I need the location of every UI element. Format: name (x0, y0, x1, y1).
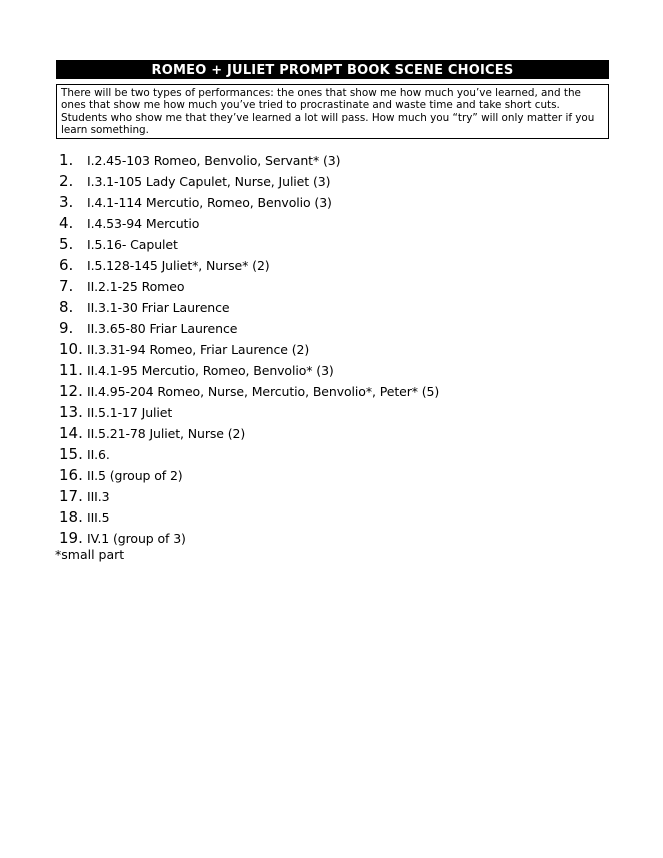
page-title: ROMEO + JULIET PROMPT BOOK SCENE CHOICES (56, 60, 609, 79)
list-item (56, 423, 609, 444)
list-item (56, 360, 609, 381)
list-item-text: I.5.16- Capulet (87, 237, 178, 253)
list-item-text: III.3 (87, 489, 110, 505)
list-item-text: I.3.1-105 Lady Capulet, Nurse, Juliet (3) (87, 174, 331, 190)
list-item-text: III.5 (87, 510, 110, 526)
list-item-number: 6. (59, 256, 74, 275)
list-item-text: I.5.128-145 Juliet*, Nurse* (2) (87, 258, 270, 274)
list-item-number: 18. (59, 508, 83, 527)
list-item-text: II.3.1-30 Friar Laurence (87, 300, 230, 316)
list-item (56, 213, 609, 234)
list-item-number: 3. (59, 193, 74, 212)
list-item (56, 402, 609, 423)
list-item-number: 14. (59, 424, 83, 443)
list-item (56, 297, 609, 318)
list-item-number: 5. (59, 235, 74, 254)
list-item-text: IV.1 (group of 3) (87, 531, 186, 547)
list-item (56, 339, 609, 360)
list-item-text: II.6. (87, 447, 110, 463)
list-item-text: I.4.1-114 Mercutio, Romeo, Benvolio (3) (87, 195, 332, 211)
list-item-number: 8. (59, 298, 74, 317)
list-item-text: II.4.95-204 Romeo, Nurse, Mercutio, Benvolio*, Peter* (5) (87, 384, 440, 400)
list-item (56, 444, 609, 465)
list-item-text: II.3.31-94 Romeo, Friar Laurence (2) (87, 342, 310, 358)
list-item-number: 19. (59, 529, 83, 548)
footnote: *small part (55, 547, 125, 563)
list-item-number: 15. (59, 445, 83, 464)
list-item-text: I.4.53-94 Mercutio (87, 216, 200, 232)
scene-list (56, 150, 609, 549)
list-item (56, 192, 609, 213)
list-item-number: 16. (59, 466, 83, 485)
list-item-text: I.2.45-103 Romeo, Benvolio, Servant* (3) (87, 153, 341, 169)
list-item-text: II.5 (group of 2) (87, 468, 183, 484)
intro-paragraph: There will be two types of performances: the ones that show me how much you’ve learned, and the ones that show me how much you’ve tried to procrastinate and waste time and take short cuts. Students who show me that they’ve learned a lot will pass. How much you “try” will only matter if you learn something. (56, 84, 609, 139)
list-item-number: 17. (59, 487, 83, 506)
list-item (56, 255, 609, 276)
list-item (56, 465, 609, 486)
list-item-number: 4. (59, 214, 74, 233)
list-item (56, 234, 609, 255)
list-item-text: II.5.21-78 Juliet, Nurse (2) (87, 426, 246, 442)
list-item-number: 12. (59, 382, 83, 401)
list-item (56, 318, 609, 339)
list-item (56, 528, 609, 549)
list-item (56, 381, 609, 402)
list-item-number: 7. (59, 277, 74, 296)
list-item-number: 9. (59, 319, 74, 338)
list-item-number: 1. (59, 151, 74, 170)
list-item (56, 171, 609, 192)
list-item-text: II.5.1-17 Juliet (87, 405, 173, 421)
list-item-text: II.3.65-80 Friar Laurence (87, 321, 238, 337)
list-item-number: 10. (59, 340, 83, 359)
list-item-number: 11. (59, 361, 83, 380)
list-item-number: 13. (59, 403, 83, 422)
list-item-text: II.2.1-25 Romeo (87, 279, 185, 295)
list-item (56, 150, 609, 171)
list-item-text: II.4.1-95 Mercutio, Romeo, Benvolio* (3) (87, 363, 334, 379)
list-item-number: 2. (59, 172, 74, 191)
list-item (56, 507, 609, 528)
list-item (56, 276, 609, 297)
list-item (56, 486, 609, 507)
document-page (56, 60, 609, 562)
